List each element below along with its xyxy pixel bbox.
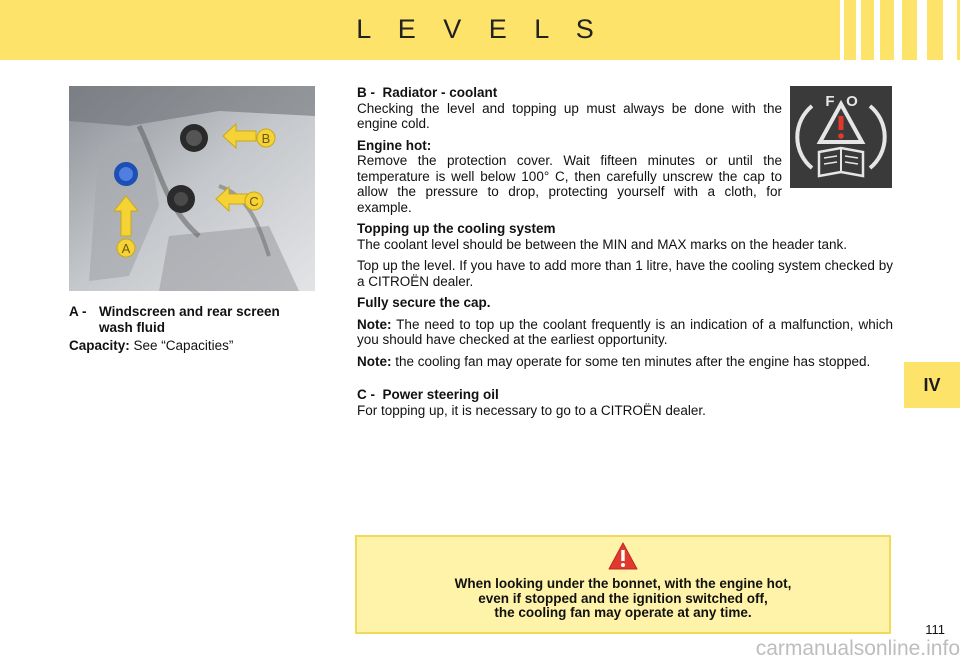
capacity-line bbox=[69, 338, 314, 354]
section-b-intro: Checking the level and topping up must always be done with the engine cold. bbox=[357, 100, 782, 131]
warning-line-2: even if stopped and the ignition switched off, bbox=[478, 590, 768, 606]
capacity-label: Capacity: bbox=[69, 338, 130, 353]
section-a-heading bbox=[69, 304, 314, 336]
photo-label-c: C bbox=[249, 194, 259, 209]
section-a bbox=[69, 304, 314, 354]
secure-cap-text: Fully secure the cap. bbox=[357, 295, 491, 310]
topping-text-1: The coolant level should be between the MIN and MAX marks on the header tank. bbox=[357, 236, 848, 252]
warning-letter-o: O bbox=[846, 93, 858, 110]
warning-letter-f: F bbox=[825, 93, 835, 110]
page-title: L E V E L S bbox=[356, 14, 604, 44]
warning-text bbox=[357, 577, 889, 621]
capacity-text: See “Capacities” bbox=[129, 338, 234, 353]
section-b-letter: B - bbox=[357, 85, 375, 100]
warning-triangle-icon bbox=[608, 542, 638, 570]
watermark: carmanualsonline.info bbox=[755, 637, 960, 660]
note-2 bbox=[357, 354, 893, 370]
section-c-heading bbox=[357, 387, 893, 403]
section-c-text: For topping up, it is necessary to go to a CITROËN dealer. bbox=[357, 402, 706, 418]
chapter-label: IV bbox=[923, 374, 941, 395]
main-column bbox=[357, 85, 893, 424]
page-number: 111 bbox=[925, 622, 945, 637]
section-a-title: Windscreen and rear screen wash fluid bbox=[99, 304, 280, 335]
engine-bay-illustration bbox=[69, 86, 315, 291]
topping-text-2: Top up the level. If you have to add more than 1 litre, have the cooling system checked by a CITROËN dealer. bbox=[357, 258, 893, 289]
section-a-letter: A - bbox=[69, 304, 87, 319]
note-1-text: The need to top up the coolant frequently is an indication of a malfunction, which you should have checked at the earliest opportunity. bbox=[357, 316, 893, 347]
header-stripes bbox=[835, 0, 960, 60]
section-c-letter: C - bbox=[357, 387, 375, 402]
warning-line-3: the cooling fan may operate at any time. bbox=[494, 605, 752, 620]
section-c-title: Power steering oil bbox=[382, 387, 499, 402]
warning-line-1: When looking under the bonnet, with the engine hot, bbox=[454, 576, 792, 591]
photo-label-b: B bbox=[261, 131, 271, 146]
note-1 bbox=[357, 317, 893, 348]
chapter-tab[interactable] bbox=[904, 362, 960, 408]
photo-label-a: A bbox=[121, 241, 131, 256]
engine-hot-text: Remove the protection cover. Wait fifteen minutes or until the temperature is well below 100° C, then carefully unscrew the cap to allow the pressure to drop, protecting yourself with a cloth, for example. bbox=[357, 153, 782, 215]
engine-bay-photo bbox=[69, 86, 315, 291]
note-2-text: the cooling fan may operate for some ten minutes after the engine has stopped. bbox=[391, 353, 871, 369]
section-b-title: Radiator - coolant bbox=[382, 85, 498, 100]
topping-heading: Topping up the cooling system bbox=[357, 221, 556, 236]
section-b-heading bbox=[357, 85, 893, 101]
engine-hot-heading: Engine hot: bbox=[357, 137, 432, 153]
note-1-label: Note: bbox=[357, 316, 392, 332]
note-2-label: Note: bbox=[357, 353, 392, 369]
page-header bbox=[0, 0, 960, 60]
warning-box bbox=[355, 535, 891, 634]
